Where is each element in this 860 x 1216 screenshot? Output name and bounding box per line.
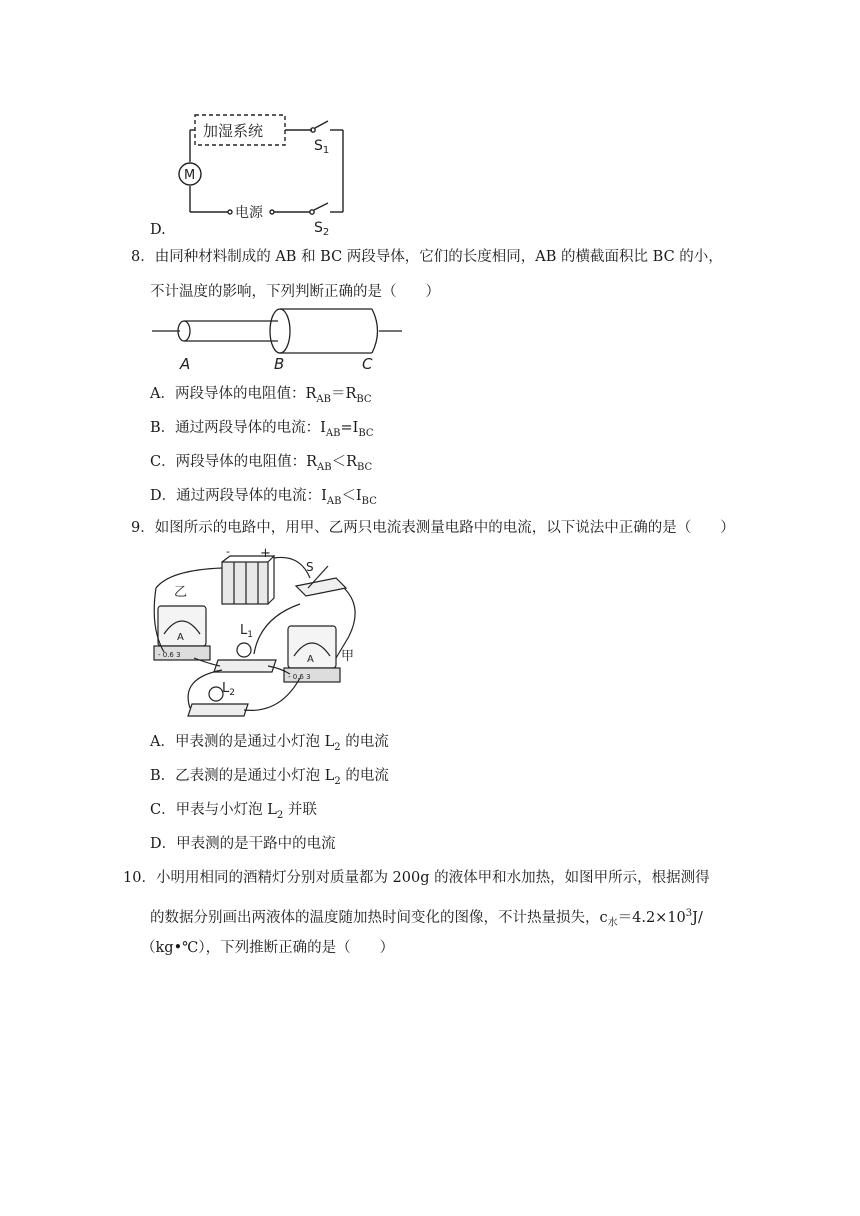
battery-minus-label: - xyxy=(226,545,230,558)
q8-option-a[interactable]: A．两段导体的电阻值：$R_{AB}=R_{BC}$ xyxy=(150,386,372,405)
q8-option-d[interactable]: D．通过两段导体的电流：$I_{AB}<I_{BC}$ xyxy=(150,488,377,507)
switch-label: S xyxy=(306,560,314,574)
humidifier-label: 加湿系统 xyxy=(203,122,264,140)
ammeter-jia-terminals: - 0.6 3 xyxy=(288,673,311,681)
q8-conductor-figure xyxy=(150,305,410,375)
q9-option-d[interactable]: D．甲表测的是干路中的电流 xyxy=(150,836,336,852)
q9-stem: 9．如图所示的电路中，用甲、乙两只电流表测量电路中的电流，以下说法中正确的是（ ） xyxy=(131,520,735,536)
s1-label: $S_1$ xyxy=(314,138,330,156)
q9-option-c[interactable]: C．甲表与小灯泡 $L_2$ 并联 xyxy=(150,802,317,821)
q9-option-b[interactable]: B．乙表测的是通过小灯泡 $L_2$ 的电流 xyxy=(150,768,389,787)
switch-s2 xyxy=(314,203,328,210)
conductor-label-b: B xyxy=(274,355,285,373)
battery-pack xyxy=(222,562,268,604)
knife-switch xyxy=(296,578,346,596)
q7-circuit-diagram xyxy=(178,108,358,238)
q8-stem-line2: 不计温度的影响，下列判断正确的是（ ） xyxy=(150,284,440,300)
q8-option-c[interactable]: C．两段导体的电阻值：$R_{AB}<R_{BC}$ xyxy=(150,454,373,473)
conductor-label-c: C xyxy=(362,355,373,373)
q7-option-d-label[interactable]: D. xyxy=(150,222,166,238)
l1-label: $L_1$ xyxy=(240,623,253,640)
q10-stem-line1: 10．小明用相同的酒精灯分别对质量都为 200g 的液体甲和水加热，如图甲所示，根据测得 xyxy=(123,870,710,886)
power-label: 电源 xyxy=(235,205,263,221)
ammeter-yi-symbol: A xyxy=(177,632,184,643)
ammeter-jia-symbol: A xyxy=(307,654,314,665)
q8-option-b[interactable]: B．通过两段导体的电流：$I_{AB}=I_{BC}$ xyxy=(150,420,374,439)
q8-stem-line1: 8．由同种材料制成的 AB 和 BC 两段导体，它们的长度相同，AB 的横截面积比 BC 的小， xyxy=(131,249,723,265)
ammeter-yi-terminals: - 0.6 3 xyxy=(158,651,181,659)
q10-stem-line3: （kg•℃），下列推断正确的是（ ） xyxy=(141,940,395,956)
conductor-label-a: A xyxy=(180,355,191,373)
q9-option-a[interactable]: A．甲表测的是通过小灯泡 $L_2$ 的电流 xyxy=(150,734,389,753)
switch-s1 xyxy=(315,121,328,128)
yi-label: 乙 xyxy=(174,585,188,600)
l2-label: $L_2$ xyxy=(222,681,235,698)
lamp-l1 xyxy=(214,660,276,672)
q9-circuit-figure xyxy=(150,545,370,720)
s2-label: $S_2$ xyxy=(314,220,330,238)
motor-label: M xyxy=(184,168,196,183)
battery-plus-label: + xyxy=(260,546,271,561)
q10-stem-line2: 的数据分别画出两液体的温度随加热时间变化的图像，不计热量损失，$c_水=4.2\times 10^3J/$ xyxy=(150,908,703,929)
lamp-l2 xyxy=(188,704,248,716)
jia-label: 甲 xyxy=(341,649,355,664)
